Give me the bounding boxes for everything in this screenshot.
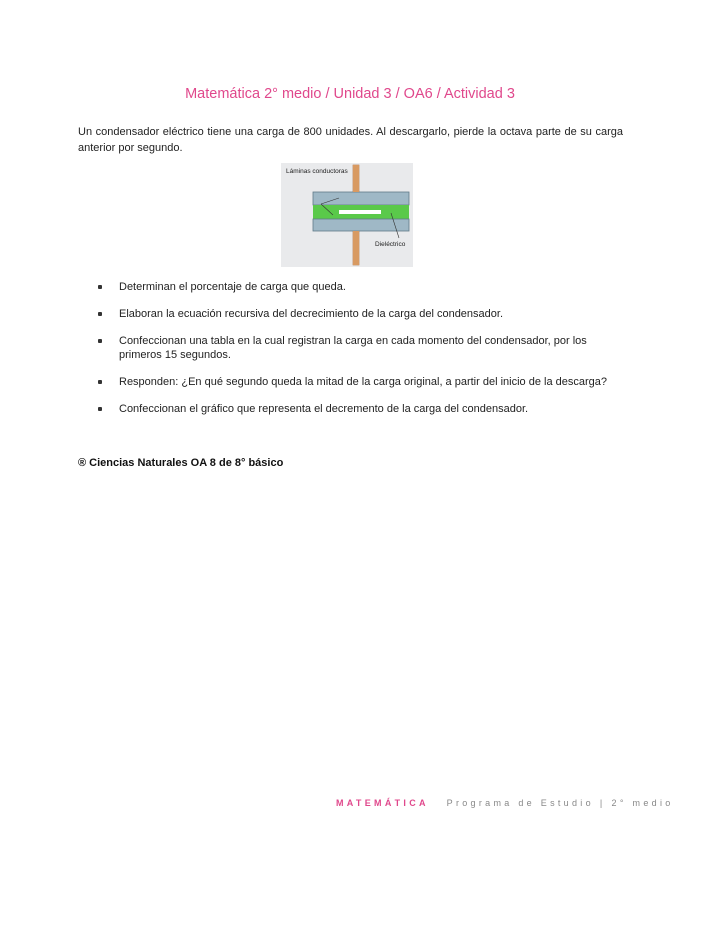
- footer-spacer: [435, 798, 441, 808]
- bullet-icon: [98, 312, 102, 316]
- figure-label-plates: Láminas conductoras: [286, 168, 348, 175]
- capacitor-figure: [281, 163, 413, 267]
- list-item: Confeccionan una tabla en la cual registran la carga en cada momento del condensador, por los primeros 15 segundos.: [98, 334, 620, 362]
- bullet-icon: [98, 285, 102, 289]
- bullet-icon: [98, 339, 102, 343]
- bullet-icon: [98, 380, 102, 384]
- page-footer: [336, 798, 674, 808]
- cross-reference: ® Ciencias Naturales OA 8 de 8° básico: [78, 457, 284, 469]
- list-item: Elaboran la ecuación recursiva del decrecimiento de la carga del condensador.: [98, 307, 620, 321]
- page-title: Matemática 2° medio / Unidad 3 / OA6 / Actividad 3: [185, 86, 515, 102]
- footer-level: 2° medio: [611, 798, 674, 808]
- intro-paragraph: Un condensador eléctrico tiene una carga de 800 unidades. Al descargarlo, pierde la octava parte de su carga anterior por segundo.: [78, 126, 623, 154]
- list-item: Responden: ¿En qué segundo queda la mitad de la carga original, a partir del inicio de la descarga?: [98, 375, 620, 389]
- bullet-icon: [98, 407, 102, 411]
- list-item: Determinan el porcentaje de carga que queda.: [98, 280, 620, 294]
- footer-program: Programa de Estudio: [446, 798, 594, 808]
- activity-list: [98, 280, 620, 429]
- figure-label-dielectric: Dieléctrico: [375, 241, 406, 248]
- footer-subject: MATEMÁTICA: [336, 798, 429, 808]
- footer-separator: |: [599, 798, 606, 808]
- list-item: Confeccionan el gráfico que representa el decremento de la carga del condensador.: [98, 402, 620, 416]
